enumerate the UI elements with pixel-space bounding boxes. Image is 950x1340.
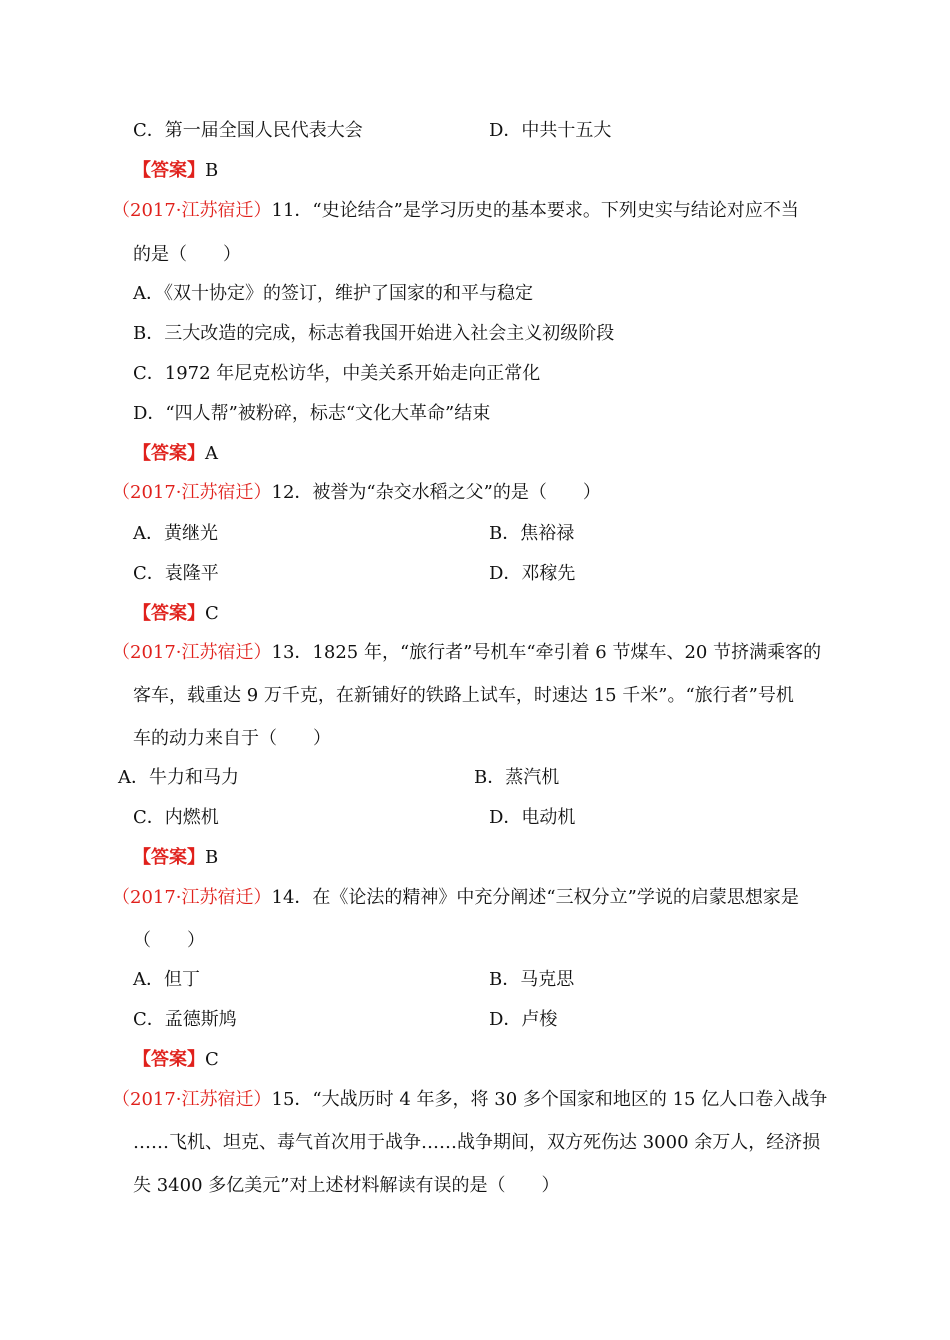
q14-option-b: B．马克思 [489, 969, 575, 990]
answer-value: B [205, 847, 219, 868]
q14-source: （2017·江苏宿迁） [112, 887, 272, 908]
answer-tag: 【答案】 [133, 1049, 205, 1070]
answer-tag: 【答案】 [133, 160, 205, 181]
q12-option-d: D．邓稼先 [489, 563, 576, 584]
q11-option-d: D．“四人帮”被粉碎，标志“文化大革命”结束 [133, 403, 491, 424]
q14-option-a: A．但丁 [133, 969, 200, 990]
q15-stem-line2: ……飞机、坦克、毒气首次用于战争……战争期间，双方死伤达 3000 余万人，经济损 [133, 1132, 821, 1153]
answer-tag: 【答案】 [133, 847, 205, 868]
q13-source: （2017·江苏宿迁） [112, 642, 272, 663]
q10-option-d: D．中共十五大 [489, 120, 612, 141]
q12-option-c: C．袁隆平 [133, 563, 219, 584]
q13-option-d: D．电动机 [489, 807, 576, 828]
q13-option-a: A．牛力和马力 [118, 767, 239, 788]
q13-stem-line3: 车的动力来自于（ ） [133, 728, 331, 749]
q12-option-a: A．黄继光 [133, 523, 218, 544]
q12-answer [133, 602, 219, 626]
q15-source: （2017·江苏宿迁） [112, 1089, 272, 1110]
q13-text: 13．1825 年，“旅行者”号机车“牵引着 6 节煤车、20 节挤满乘客的 [271, 642, 822, 663]
answer-value: C [205, 1049, 219, 1070]
answer-tag: 【答案】 [133, 443, 205, 464]
q11-stem-line2: 的是（ ） [133, 244, 241, 265]
q11-answer [133, 442, 218, 466]
q14-answer [133, 1048, 219, 1072]
q14-text: 14．在《论法的精神》中充分阐述“三权分立”学说的启蒙思想家是 [271, 887, 799, 908]
q14-option-c: C．孟德斯鸠 [133, 1009, 237, 1030]
q10-answer [133, 159, 218, 183]
answer-value: A [205, 443, 218, 464]
answer-value: B [205, 160, 219, 181]
q10-option-c: C．第一届全国人民代表大会 [133, 120, 363, 141]
q11-text: 11．“史论结合”是学习历史的基本要求。下列史实与结论对应不当 [271, 200, 799, 221]
q11-option-c: C．1972 年尼克松访华，中美关系开始走向正常化 [133, 363, 541, 384]
q13-stem-line2: 客车，载重达 9 万千克，在新铺好的铁路上试车，时速达 15 千米”。“旅行者”号机 [133, 685, 794, 706]
q13-option-c: C．内燃机 [133, 807, 219, 828]
q15-text: 15．“大战历时 4 年多，将 30 多个国家和地区的 15 亿人口卷入战争 [271, 1089, 828, 1110]
answer-value: C [205, 603, 219, 624]
q12-option-b: B．焦裕禄 [489, 523, 575, 544]
q14-stem-line1 [112, 886, 799, 910]
q14-option-d: D．卢梭 [489, 1009, 558, 1030]
q12-text: 12．被誉为“杂交水稻之父”的是（ ） [271, 482, 601, 503]
q11-option-a: A．《双十协定》的签订，维护了国家的和平与稳定 [133, 283, 533, 304]
q11-source: （2017·江苏宿迁） [112, 200, 272, 221]
q13-answer [133, 846, 218, 870]
q11-stem-line1 [112, 199, 799, 223]
q14-stem-line2: （ ） [133, 930, 205, 951]
answer-tag: 【答案】 [133, 603, 205, 624]
q13-stem-line1 [112, 641, 821, 665]
q11-option-b: B．三大改造的完成，标志着我国开始进入社会主义初级阶段 [133, 323, 615, 344]
q15-stem-line1 [112, 1088, 827, 1112]
q12-source: （2017·江苏宿迁） [112, 482, 272, 503]
q13-option-b: B．蒸汽机 [474, 767, 560, 788]
q15-stem-line3: 失 3400 多亿美元”对上述材料解读有误的是（ ） [133, 1175, 560, 1196]
q12-stem-line1 [112, 481, 601, 505]
